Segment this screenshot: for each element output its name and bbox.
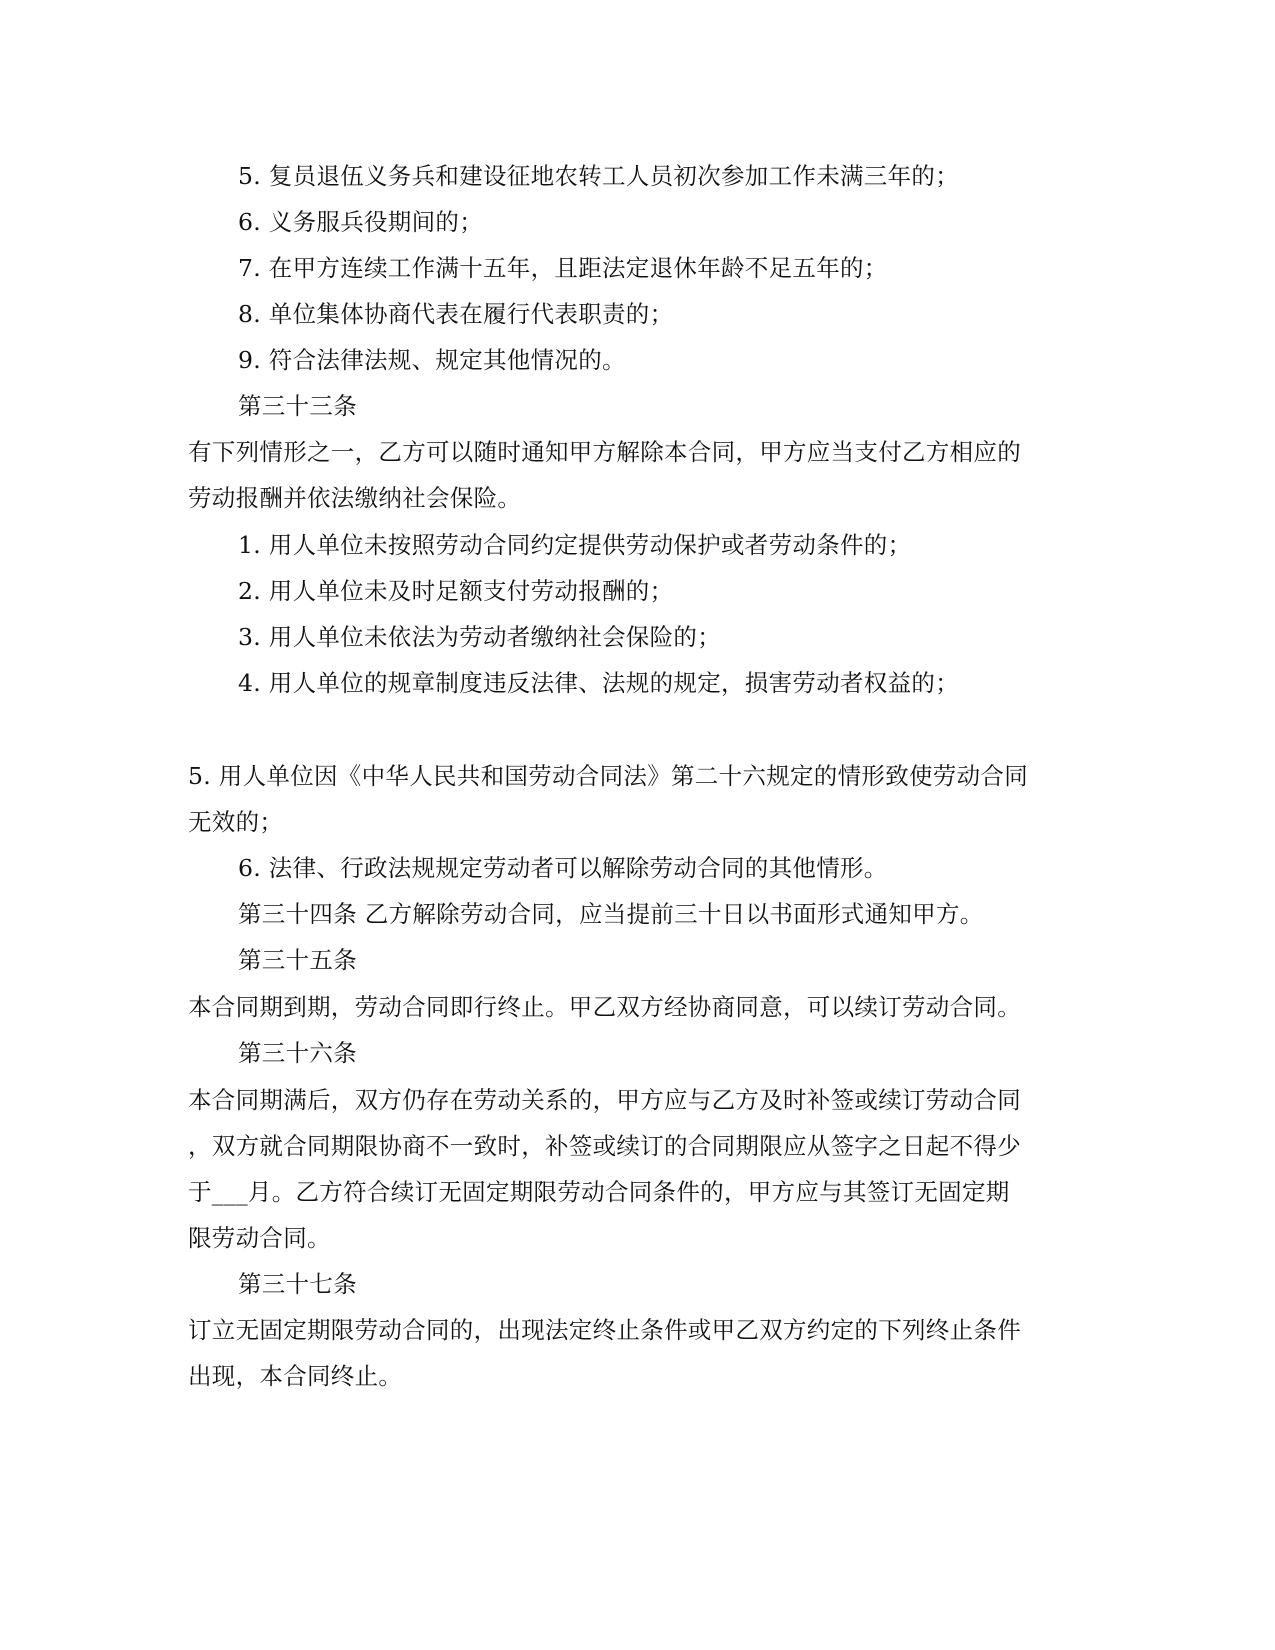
text-line: 本合同期满后，双方仍存在劳动关系的，甲方应与乙方及时补签或续订劳动合同	[188, 1086, 1021, 1114]
article-heading: 第三十五条	[238, 946, 357, 974]
text-line: 1. 用人单位未按照劳动合同约定提供劳动保护或者劳动条件的；	[238, 531, 912, 559]
text-line: 2. 用人单位未及时足额支付劳动报酬的；	[238, 577, 674, 605]
text-line: 5. 复员退伍义务兵和建设征地农转工人员初次参加工作未满三年的；	[238, 162, 959, 190]
text-line: 3. 用人单位未依法为劳动者缴纳社会保险的；	[238, 623, 721, 651]
article-heading: 第三十四条 乙方解除劳动合同，应当提前三十日以书面形式通知甲方。	[238, 900, 984, 928]
text-line: 9. 符合法律法规、规定其他情况的。	[238, 346, 626, 374]
text-line: 订立无固定期限劳动合同的，出现法定终止条件或甲乙双方约定的下列终止条件	[188, 1316, 1021, 1344]
text-line: 8. 单位集体协商代表在履行代表职责的；	[238, 300, 674, 328]
text-line: 有下列情形之一，乙方可以随时通知甲方解除本合同，甲方应当支付乙方相应的	[188, 438, 1021, 466]
article-heading: 第三十三条	[238, 392, 357, 420]
text-line: 出现，本合同终止。	[188, 1362, 403, 1390]
text-line: 5. 用人单位因《中华人民共和国劳动合同法》第二十六规定的情形致使劳动合同	[188, 762, 1028, 790]
text-line: ，双方就合同期限协商不一致时，补签或续订的合同期限应从签字之日起不得少	[188, 1132, 1021, 1160]
article-heading: 第三十六条	[238, 1039, 357, 1067]
text-line: 于___月。乙方符合续订无固定期限劳动合同条件的，甲方应与其签订无固定期	[188, 1178, 1010, 1206]
text-line: 7. 在甲方连续工作满十五年，且距法定退休年龄不足五年的；	[238, 254, 888, 282]
article-heading: 第三十七条	[238, 1270, 357, 1298]
text-line: 4. 用人单位的规章制度违反法律、法规的规定，损害劳动者权益的；	[238, 669, 959, 697]
text-line: 限劳动合同。	[188, 1224, 331, 1252]
text-line: 劳动报酬并依法缴纳社会保险。	[188, 484, 522, 512]
text-line: 6. 义务服兵役期间的；	[238, 208, 483, 236]
text-line: 6. 法律、行政法规规定劳动者可以解除劳动合同的其他情形。	[238, 854, 888, 882]
text-line: 无效的；	[188, 808, 284, 836]
text-line: 本合同期到期，劳动合同即行终止。甲乙双方经协商同意，可以续订劳动合同。	[188, 993, 1021, 1021]
